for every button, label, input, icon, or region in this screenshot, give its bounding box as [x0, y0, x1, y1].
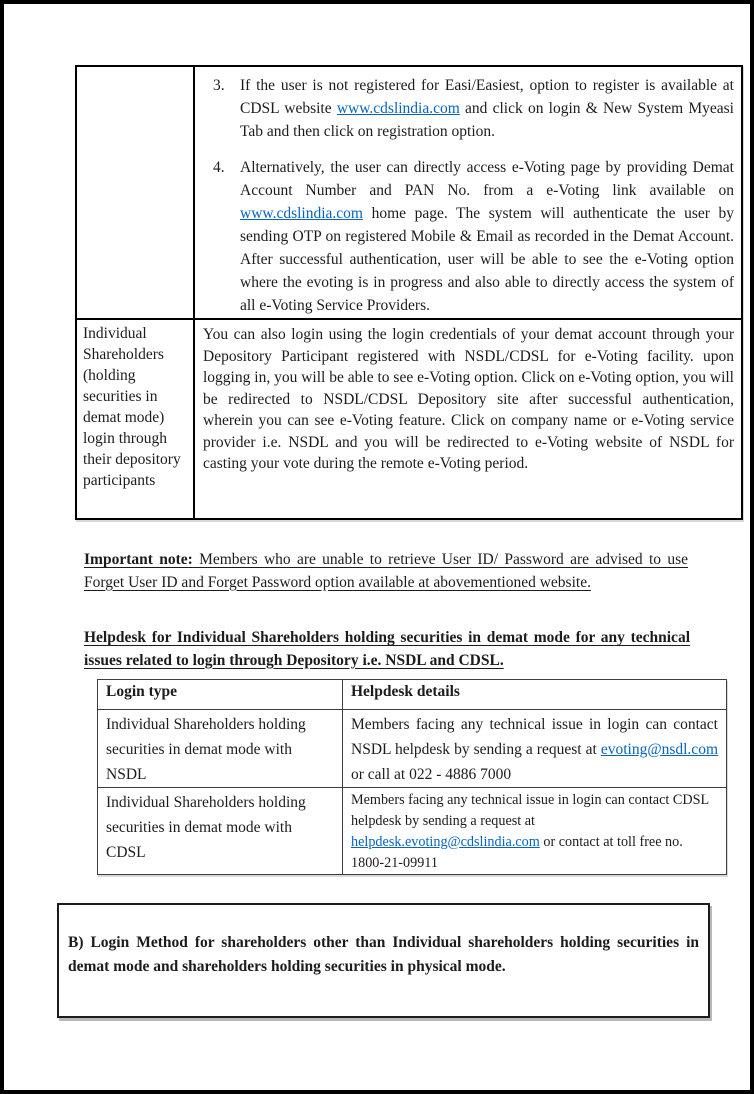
helpdesk-table [97, 679, 727, 875]
row-body-cell: You can also login using the login credentials of your demat account through your Depository Participant registered with NSDL/CDSL for e-Voting facility. upon logging in, you will be able to see e-Voting option. Click on e-Voting option, you will be redirected to NSDL/CDSL Depository site after successful authentication, wherein you can see e-Voting feature. Click on company name or e-Voting service provider i.e. NSDL and you will be redirected to e-Voting website of NSDL for casting your vote during the remote e-Voting period. [194, 319, 742, 519]
list-number: 3. [213, 77, 225, 94]
list-item-text: Alternatively, the user can directly access e-Voting page by providing Demat Account Number and PAN No. from a e-Voting link available on www.cdslindia.com home page. The system will authenticate the user by sending OTP on registered Mobile & Email as recorded in the Demat Account. After successful authentication, user will be able to see the e-Voting option where the evoting is in progress and also able to directly access the system of all e-Voting Service Providers. [240, 159, 734, 314]
cdsl-login-method-table [75, 65, 743, 520]
helpdesk-heading: Helpdesk for Individual Shareholders holding securities in demat mode for any technical issues related to login through Depository i.e. NSDL and CDSL. [84, 629, 690, 669]
list-item-4 [203, 156, 734, 317]
empty-continuation-cell [76, 66, 194, 319]
hyperlink-www-cdslindia-com[interactable]: www.cdslindia.com [336, 100, 460, 117]
table-row-cdsl [98, 788, 727, 875]
helpdesk-details-cell: Members facing any technical issue in login can contact CDSL helpdesk by sending a request at helpdesk.evoting@cdslindia.com or contact at toll free no. 1800-21-09911 [343, 788, 727, 875]
login-type-cell: Individual Shareholders holding securities in demat mode with CDSL [98, 788, 343, 875]
list-item-3 [203, 74, 734, 143]
header-helpdesk-details: Helpdesk details [343, 680, 727, 710]
table-header-row [98, 680, 727, 710]
section-b-box [57, 903, 710, 1018]
login-type-cell: Individual Shareholders holding securities in demat mode with NSDL [98, 710, 343, 788]
list-number: 4. [213, 159, 225, 176]
bold-text: Important note: [84, 551, 193, 568]
section-b-text: B) Login Method for shareholders other than Individual shareholders holding securities in demat mode and shareholders holding securities in physical mode. [68, 934, 699, 975]
table-row [76, 319, 742, 519]
row-label-cell: Individual Shareholders (holding securities in demat mode) login through their depository participants [76, 319, 194, 519]
table-row-nsdl [98, 710, 727, 788]
list-item-text: If the user is not registered for Easi/Easiest, option to register is available at CDSL website www.cdslindia.com and click on login & New System Myeasi Tab and then click on registration option. [240, 77, 734, 140]
helpdesk-details-cell: Members facing any technical issue in login can contact NSDL helpdesk by sending a request at evoting@nsdl.com or call at 022 - 4886 7000 [343, 710, 727, 788]
important-note: Important note: Members who are unable to retrieve User ID/ Password are advised to use Forget User ID and Forget Password option available at abovementioned website. [84, 551, 689, 591]
hyperlink-evoting-nsdl-com[interactable]: evoting@nsdl.com [600, 741, 718, 758]
table-row [76, 66, 742, 319]
header-login-type: Login type [98, 680, 343, 710]
hyperlink-helpdesk-evoting-cdslindia-com[interactable]: helpdesk.evoting@cdslindia.com [351, 834, 540, 850]
numbered-steps-cell [194, 66, 742, 319]
hyperlink-www-cdslindia-com[interactable]: www.cdslindia.com [240, 205, 363, 222]
